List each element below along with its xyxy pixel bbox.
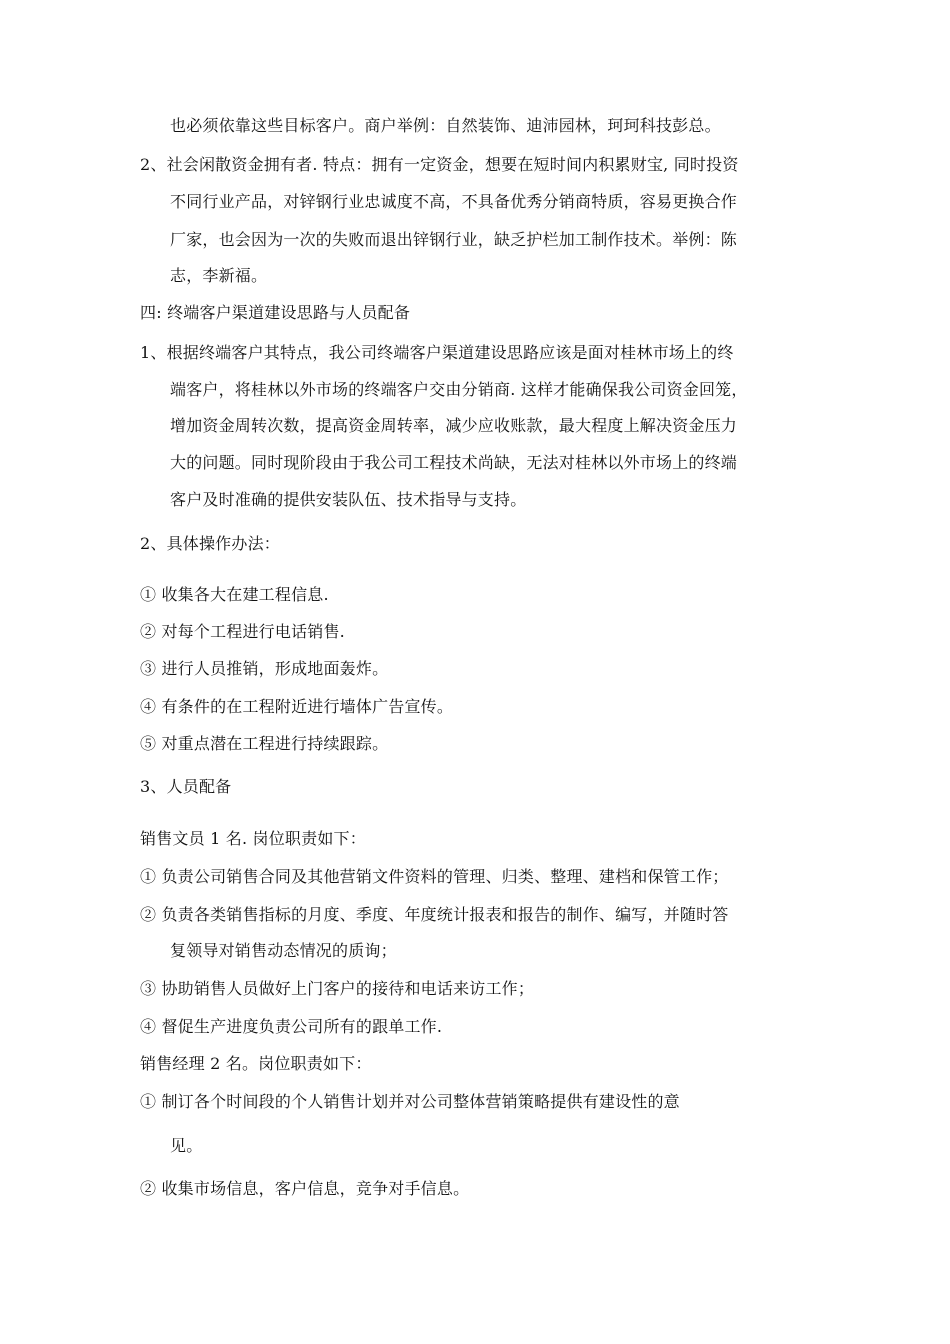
text-line: 端客户，将桂林以外市场的终端客户交由分销商. 这样才能确保我公司资金回笼， [170,380,748,399]
text-line: 2、社会闲散资金拥有者. 特点：拥有一定资金，想要在短时间内积累财宝, 同时投资 [140,155,739,174]
list-item: ① 制订各个时间段的个人销售计划并对公司整体营销策略提供有建设性的意 [140,1092,680,1111]
list-item: ③ 进行人员推销，形成地面轰炸。 [140,659,389,678]
text-line: 见。 [170,1136,203,1155]
text-line: 销售经理 2 名。岗位职责如下： [140,1054,372,1073]
list-item: ① 收集各大在建工程信息. [140,585,329,604]
text-line: 销售文员 1 名. 岗位职责如下： [140,829,366,848]
text-line: 增加资金周转次数，提高资金周转率，减少应收账款，最大程度上解决资金压力 [170,416,738,435]
subheading: 3、人员配备 [140,777,232,796]
section-heading: 四: 终端客户渠道建设思路与人员配备 [140,303,411,322]
list-item: ③ 协助销售人员做好上门客户的接待和电话来访工作； [140,979,535,998]
text-line: 也必须依靠这些目标客户。商户举例：自然装饰、迪沛园林，珂珂科技彭总。 [170,116,721,135]
list-item: ② 对每个工程进行电话销售. [140,622,345,641]
text-line: 1、根据终端客户其特点，我公司终端客户渠道建设思路应该是面对桂林市场上的终 [140,343,734,362]
list-item: ⑤ 对重点潜在工程进行持续跟踪。 [140,734,389,753]
text-line: 志，李新福。 [170,266,268,285]
list-item: ④ 有条件的在工程附近进行墙体广告宣传。 [140,697,454,716]
text-line: 复领导对销售动态情况的质询； [170,941,397,960]
text-line: 厂家，也会因为一次的失败而退出锌钢行业，缺乏护栏加工制作技术。举例：陈 [170,230,738,249]
subheading: 2、具体操作办法： [140,534,280,553]
text-line: 不同行业产品，对锌钢行业忠诚度不高，不具备优秀分销商特质，容易更换合作 [170,192,738,211]
text-line: 客户及时准确的提供安装队伍、技术指导与支持。 [170,490,527,509]
list-item: ② 负责各类销售指标的月度、季度、年度统计报表和报告的制作、编写，并随时答 [140,905,729,924]
list-item: ④ 督促生产进度负责公司所有的跟单工作. [140,1017,443,1036]
text-line: 大的问题。同时现阶段由于我公司工程技术尚缺，无法对桂林以外市场上的终端 [170,453,738,472]
list-item: ② 收集市场信息，客户信息，竞争对手信息。 [140,1179,470,1198]
list-item: ① 负责公司销售合同及其他营销文件资料的管理、归类、整理、建档和保管工作； [140,867,729,886]
